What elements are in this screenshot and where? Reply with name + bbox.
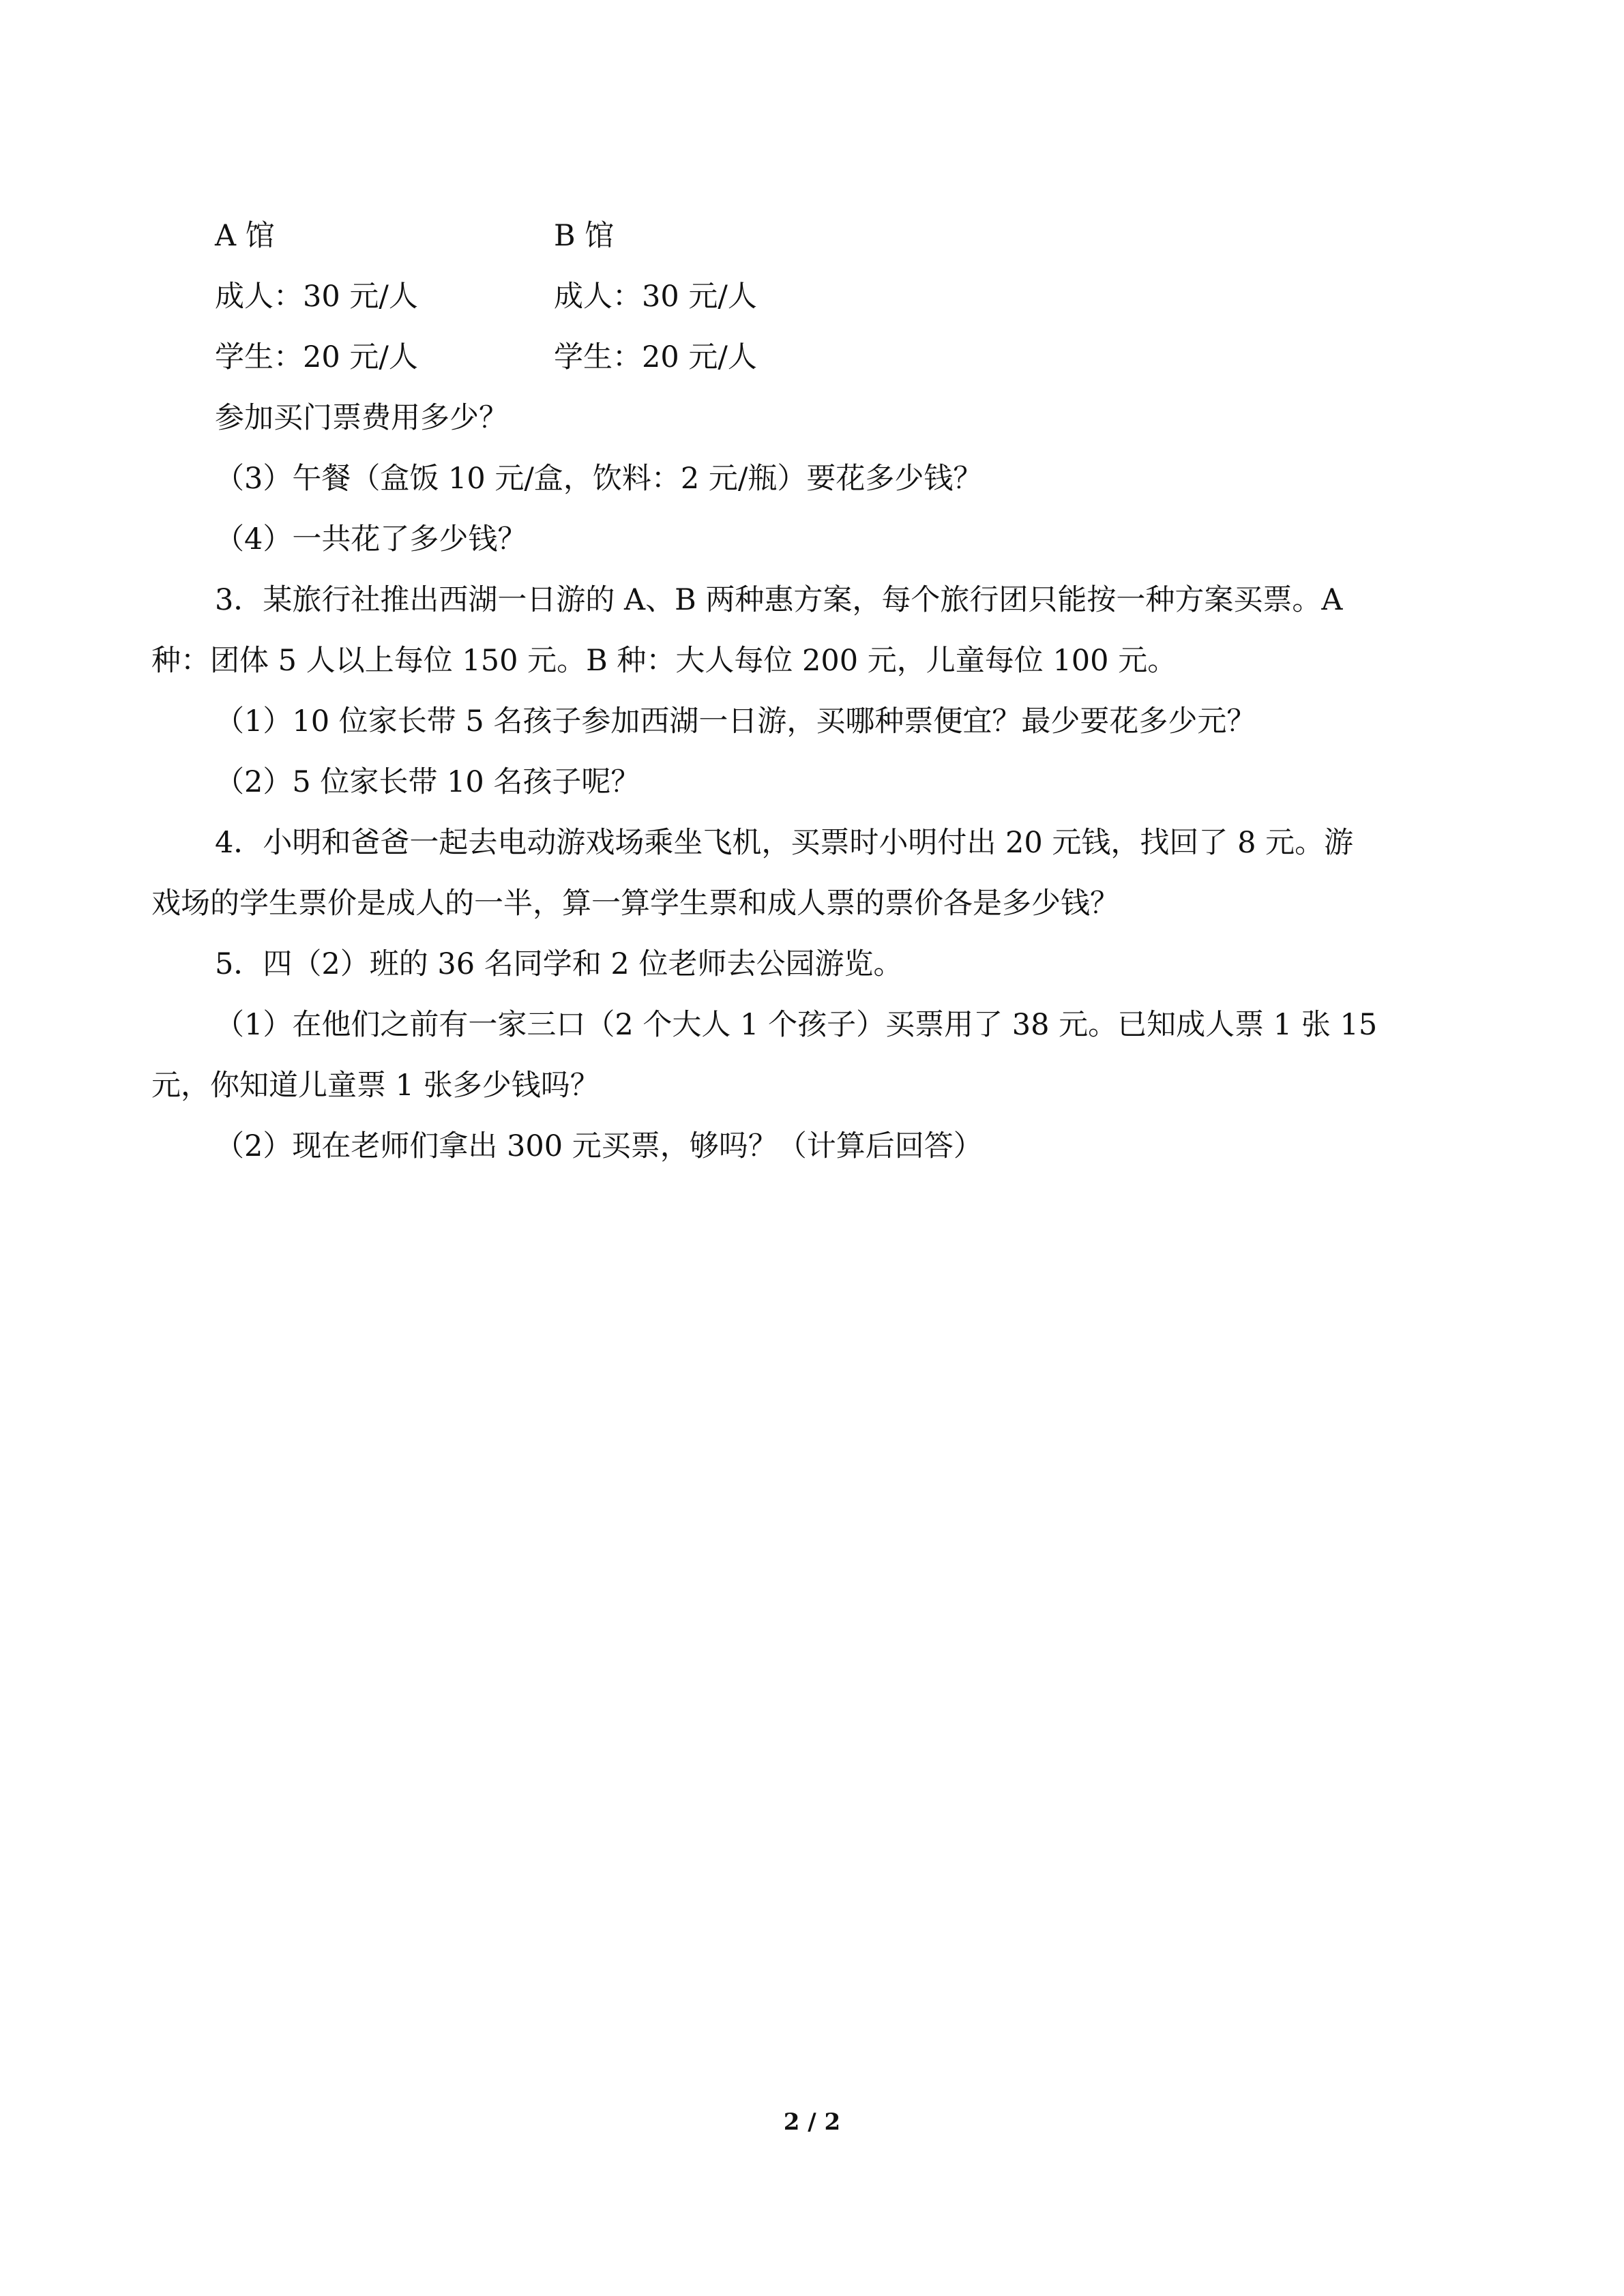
venue-b-name: B 馆 <box>554 219 615 253</box>
question-3-2: （2）5 位家长带 10 名孩子呢？ <box>215 765 640 799</box>
ticket-cost-question: 参加买门票费用多少？ <box>215 401 508 435</box>
question-5-1-line-1: （1）在他们之前有一家三口（2 个大人 1 个孩子）买票用了 38 元。已知成人票 1 张 15 <box>215 1008 1378 1042</box>
question-2-3: （3）午餐（盒饭 10 元/盒，饮料：2 元/瓶）要花多少钱？ <box>215 462 983 496</box>
venue-a-adult-price: 成人：30 元/人 <box>215 280 418 314</box>
venue-b-student-price: 学生：20 元/人 <box>554 340 757 374</box>
page-number: 2 / 2 <box>783 2108 841 2136</box>
question-3-line-1: 3．某旅行社推出西湖一日游的 A、B 两种惠方案，每个旅行团只能按一种方案买票。A <box>215 583 1343 617</box>
venue-b-adult-price: 成人：30 元/人 <box>554 280 757 314</box>
question-2-4: （4）一共花了多少钱？ <box>215 522 527 556</box>
question-3-1: （1）10 位家长带 5 名孩子参加西湖一日游，买哪种票便宜？最少要花多少元？ <box>215 704 1256 739</box>
question-4-line-2: 戏场的学生票价是成人的一半，算一算学生票和成人票的票价各是多少钱？ <box>151 886 1119 921</box>
question-5-1-line-2: 元，你知道儿童票 1 张多少钱吗？ <box>151 1069 600 1103</box>
venue-a-name: A 馆 <box>215 219 275 253</box>
question-3-line-2: 种：团体 5 人以上每位 150 元。B 种：大人每位 200 元，儿童每位 100 元。 <box>151 644 1177 678</box>
venue-a-student-price: 学生：20 元/人 <box>215 340 418 374</box>
question-5: 5．四（2）班的 36 名同学和 2 位老师去公园游览。 <box>215 947 903 981</box>
question-5-2: （2）现在老师们拿出 300 元买票，够吗？（计算后回答） <box>215 1129 983 1163</box>
question-4-line-1: 4．小明和爸爸一起去电动游戏场乘坐飞机，买票时小明付出 20 元钱，找回了 8 元。游 <box>215 826 1354 860</box>
